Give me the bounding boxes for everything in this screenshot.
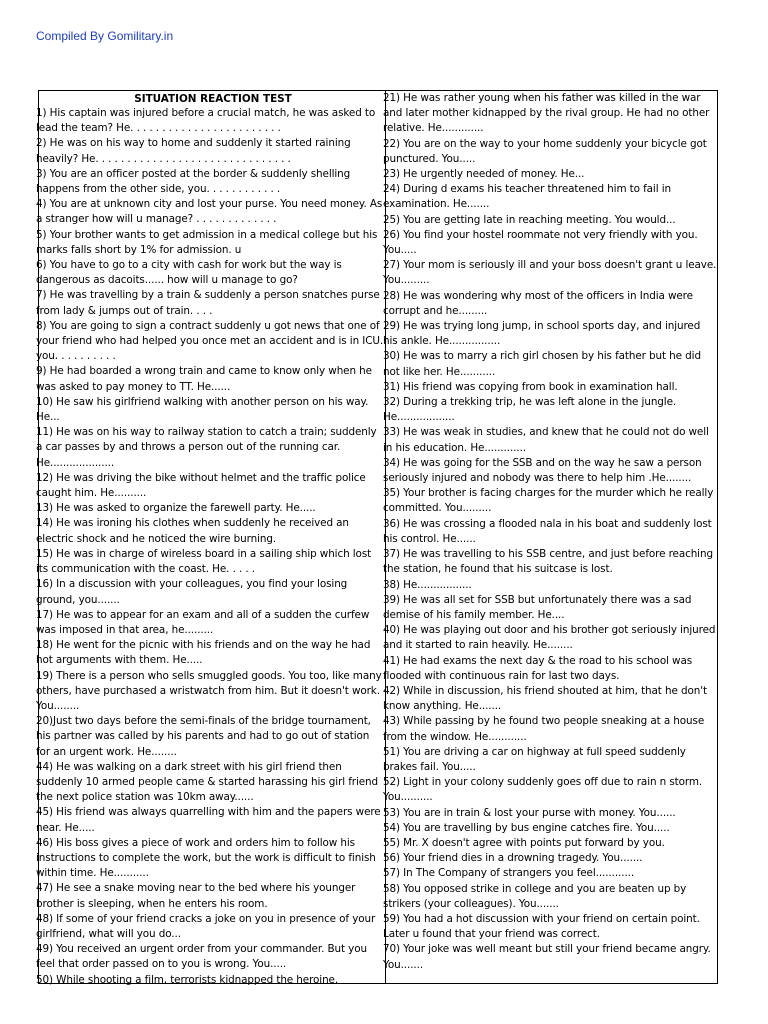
question-item: 20)Just two days before the semi-finals of the bridge tournament, his partner was called by his parents and had to go out of station for an urgent work. He........ xyxy=(36,715,371,758)
question-item: 47) He see a snake moving near to the bed where his younger brother is sleeping, when he enters his room. xyxy=(36,882,356,910)
question-item: 45) His friend was always quarrelling with him and the papers were near. He..... xyxy=(36,806,381,834)
sheet-title: SITUATION REACTION TEST xyxy=(134,93,292,105)
question-item: 38) He................. xyxy=(383,578,472,591)
left-question-list xyxy=(36,106,385,988)
question-item: 35) Your brother is facing charges for the murder which he really committed. You......... xyxy=(383,487,714,515)
question-item: 11) He was on his way to railway station to catch a train; suddenly a car passes by and throws a person out of the running car. He.................... xyxy=(36,426,377,469)
question-item: 32) During a trekking trip, he was left alone in the jungle. He.................. xyxy=(383,396,677,424)
question-item: 24) During d exams his teacher threatened him to fail in examination. He....... xyxy=(383,183,671,211)
question-item: 28) He was wondering why most of the officers in India were corrupt and he......... xyxy=(383,289,693,317)
question-item: 46) His boss gives a piece of work and orders him to follow his instructions to complete the work, but the work is difficult to finish within time. He........... xyxy=(36,836,376,880)
question-item: 1) His captain was injured before a crucial match, he was asked to lead the team? He. . . . . . . . . . . . . . . . . . . . . . . . xyxy=(36,107,376,135)
question-item: 70) Your joke was well meant but still your friend became angry. You....... xyxy=(383,943,711,971)
question-item: 42) While in discussion, his friend shouted at him, that he don't know anything. He....... xyxy=(383,684,707,713)
question-item: 10) He saw his girlfriend walking with another person on his way. He... xyxy=(36,395,369,424)
question-item: 53) You are in train & lost your purse with money. You...... xyxy=(383,806,676,819)
question-item: 36) He was crossing a flooded nala in his boat and suddenly lost his control. He...... xyxy=(383,517,712,545)
question-item: 31) His friend was copying from book in examination hall. xyxy=(383,380,678,393)
question-item: 55) Mr. X doesn't agree with points put forward by you. xyxy=(383,836,665,849)
compiled-by-header: Compiled By Gomilitary.in xyxy=(36,29,174,43)
question-item: 7) He was travelling by a train & suddenly a person snatches purse from lady & jumps out of train. . . . xyxy=(36,289,380,317)
question-item: 25) You are getting late in reaching meeting. You would... xyxy=(383,213,676,226)
question-item: 29) He was trying long jump, in school sports day, and injured his ankle. He................ xyxy=(383,320,701,348)
question-item: 17) He was to appear for an exam and all of a sudden the curfew was imposed in that area, he......... xyxy=(36,608,370,636)
question-item: 19) There is a person who sells smuggled goods. You too, like many others, have purchased a wristwatch from him. But it doesn't work. You........ xyxy=(36,669,382,712)
question-item: 23) He urgently needed of money. He... xyxy=(383,168,585,181)
question-item: 54) You are travelling by bus engine catches fire. You..... xyxy=(383,821,670,834)
situation-reaction-test-sheet xyxy=(38,90,718,984)
question-item: 56) Your friend dies in a drowning tragedy. You....... xyxy=(383,852,643,865)
question-item: 6) You have to go to a city with cash for work but the way is dangerous as dacoits...... how will u manage to go? xyxy=(36,259,342,287)
question-item: 8) You are going to sign a contract suddenly u got news that one of your friend who had helped you once met an accident and is in ICU. you. . . . . . . . . . xyxy=(36,319,384,363)
question-item: 41) He had exams the next day & the road to his school was flooded with continuous rain for last two days. xyxy=(383,654,693,682)
question-item: 5) Your brother wants to get admission in a medical college but his marks falls short by 1% for admission. u xyxy=(36,228,378,256)
question-item: 39) He was all set for SSB but unfortunately there was a sad demise of his family member. He.... xyxy=(383,593,692,621)
question-item: 33) He was weak in studies, and knew that he could not do well in his education. He............. xyxy=(383,426,709,454)
question-item: 18) He went for the picnic with his friends and on the way he had hot arguments with them. He..... xyxy=(36,639,371,667)
question-item: 43) While passing by he found two people sneaking at a house from the window. He............ xyxy=(383,715,705,743)
right-question-list xyxy=(383,91,717,973)
question-item: 59) You had a hot discussion with your friend on certain point. Later u found that your friend was correct. xyxy=(383,912,700,941)
question-item: 30) He was to marry a rich girl chosen by his father but he did not like her. He........... xyxy=(383,350,701,378)
question-item: 12) He was driving the bike without helmet and the traffic police caught him. He.......... xyxy=(36,471,366,500)
question-item: 13) He was asked to organize the farewell party. He..... xyxy=(36,502,316,515)
left-column xyxy=(36,91,386,986)
question-item: 44) He was walking on a dark street with his girl friend then suddenly 10 armed people came & started harassing his girl friend the next police station was 10km away...... xyxy=(36,760,379,804)
question-item: 48) If some of your friend cracks a joke on you in presence of your girlfriend, what will you do... xyxy=(36,912,376,940)
question-item: 52) Light in your colony suddenly goes off due to rain n storm. You.......... xyxy=(383,776,703,804)
question-item: 3) You are an officer posted at the border & suddenly shelling happens from the other side, you. . . . . . . . . . . . xyxy=(36,167,351,196)
question-item: 27) Your mom is seriously ill and your boss doesn't grant u leave. You......... xyxy=(383,259,717,287)
question-item: 9) He had boarded a wrong train and came to know only when he was asked to pay money to TT. He...... xyxy=(36,365,372,393)
question-item: 49) You received an urgent order from your commander. But you feel that order passed on to you is wrong. You..... xyxy=(36,943,367,971)
question-item: 58) You opposed strike in college and you are beaten up by strikers (your colleagues). You....... xyxy=(383,882,687,910)
question-item: 14) He was ironing his clothes when suddenly he received an electric shock and he noticed the wire burning. xyxy=(36,517,349,545)
question-item: 34) He was going for the SSB and on the way he saw a person seriously injured and nobody was there to help him .He........ xyxy=(383,456,702,485)
question-item: 40) He was playing out door and his brother got seriously injured and it started to rain heavily. He........ xyxy=(383,624,716,652)
question-item: 37) He was travelling to his SSB centre, and just before reaching the station, he found that his suitcase is lost. xyxy=(383,548,713,576)
question-item: 57) In The Company of strangers you feel............ xyxy=(383,867,635,880)
right-column xyxy=(383,91,717,983)
question-item: 26) You find your hostel roommate not very friendly with you. You..... xyxy=(383,228,698,257)
question-item: 21) He was rather young when his father was killed in the war and later mother kidnapped by the rival group. He had no other relative. He............. xyxy=(383,92,710,135)
question-item: 4) You are at unknown city and lost your purse. You need money. As a stranger how will u manage? . . . . . . . . . . . . . xyxy=(36,198,383,226)
question-item: 22) You are on the way to your home suddenly your bicycle got punctured. You..... xyxy=(383,137,707,165)
question-item: 2) He was on his way to home and suddenly it started raining heavily? He. . . . . . . . . . . . . . . . . . . . . . . . . . . . . . . xyxy=(36,137,351,165)
question-item: 16) In a discussion with your colleagues, you find your losing ground, you....... xyxy=(36,578,348,606)
question-item: 50) While shooting a film, terrorists kidnapped the heroine. xyxy=(36,973,339,986)
question-item: 15) He was in charge of wireless board in a sailing ship which lost its communication with the coast. He. . . . . xyxy=(36,547,372,576)
question-item: 51) You are driving a car on highway at full speed suddenly brakes fail. You..... xyxy=(383,745,686,773)
